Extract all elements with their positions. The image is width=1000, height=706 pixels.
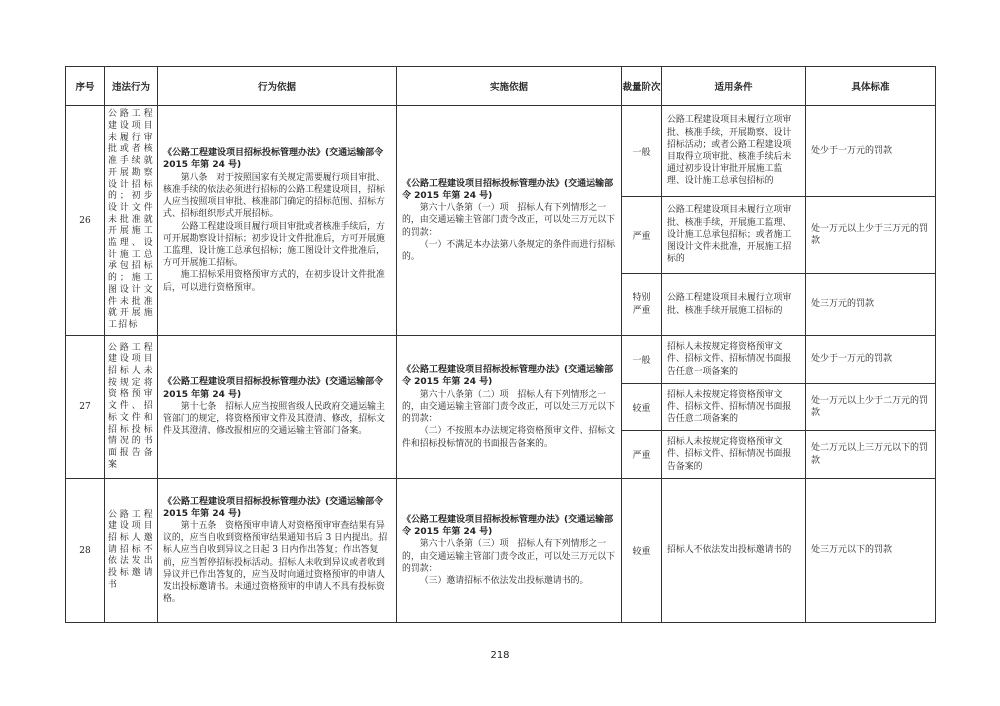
violation-cell [105, 336, 158, 479]
impl-paragraph: （一）不满足本办法第八条规定的条件而进行招标的。 [402, 239, 616, 262]
row-seq: 27 [66, 336, 105, 479]
standard-cell [806, 431, 936, 479]
standard-text: 处少于一万元的罚款 [811, 145, 893, 156]
level-cell: 一般 [622, 336, 662, 384]
basis-cell [158, 479, 397, 623]
page-number: 218 [490, 650, 510, 661]
basis-paragraph: 第十七条 招标人应当按照省级人民政府交通运输主管部门的规定，将资格预审文件及其澄清、修改，招标文件及其澄清、修改报相应的交通运输主管部门备案。 [163, 401, 385, 437]
level-cell [622, 274, 662, 336]
table-row [66, 336, 936, 384]
standard-cell [806, 336, 936, 384]
level-cell: 严重 [622, 431, 662, 479]
condition-cell [662, 274, 806, 336]
basis-paragraph: 第八条 对于按照国家有关规定需要履行项目审批、核准手续的依法必须进行招标的公路工程建设项目，招标人应当按照项目审批、核准部门确定的招标范围、招标方式、招标组织形式开展招标。 [163, 172, 385, 220]
impl-paragraph: （三）邀请招标不依法发出投标邀请书的。 [419, 575, 589, 586]
header-seq: 序号 [66, 67, 105, 106]
standard-text: 处二万元以上三万元以下的罚款 [811, 443, 929, 466]
violation-cell [105, 106, 158, 336]
header-level: 裁量阶次 [622, 67, 662, 106]
standard-cell [806, 479, 936, 623]
condition-cell [662, 479, 806, 623]
condition-text: 招标人未按规定将资格预审文件、招标文件、招标情况书面报告备案的 [667, 437, 792, 472]
standard-cell [806, 106, 936, 197]
penalty-standards-table [65, 66, 936, 623]
header-implementation: 实施依据 [397, 67, 622, 106]
basis-paragraph: 第十五条 资格预审申请人对资格预审审查结果有异议的，应当自收到资格预审结果通知书后 3 日内提出。招标人应当自收到异议之日起 3 日内作出答复；作出答复前，应当暂停招标投标活动。招标人未收到异议或者收到异议并已作出答复的，应当及时向通过资格预审的申请人发出投标邀请书。未通过资格预审的申请人不具有投标资格。 [163, 520, 388, 605]
condition-cell [662, 106, 806, 197]
impl-paragraph: 第六十八条第（一）项 招标人有下列情形之一的，由交通运输主管部门责令改正，可以处三万元以下的罚款： [402, 203, 615, 238]
basis-law-title: 《公路工程建设项目招标投标管理办法》(交通运输部令 2015 年第 24 号) [163, 496, 384, 519]
header-condition: 适用条件 [662, 67, 806, 106]
implementation-cell [397, 106, 622, 336]
basis-cell [158, 336, 397, 479]
standard-text: 处一万元以上少于三万元的罚款 [811, 223, 929, 246]
basis-law-title: 《公路工程建设项目招标投标管理办法》(交通运输部令 2015 年第 24 号) [163, 377, 384, 400]
condition-text: 公路工程建设项目未履行立项审批、核准手续，开展施工监理、设计施工总承包招标；或者施工图设计文件未批准，开展施工招标的 [667, 205, 792, 265]
condition-cell [662, 431, 806, 479]
basis-paragraph: 施工招标采用资格预审方式的，在初步设计文件批准后，可以进行资格预审。 [163, 270, 385, 293]
violation-text: 公路工程建设项目未履行审批或者核准手续就开展勘察设计招标的；初步设计文件未批准就开展施工监理、设计施工总承包招标的；施工图设计文件未批准就开展施工招标 [108, 109, 154, 330]
violation-text: 公路工程建设项目招标人邀请招标不依法发出投标邀请书 [108, 509, 154, 590]
implementation-cell [397, 479, 622, 623]
standard-cell [806, 274, 936, 336]
row-seq: 26 [66, 106, 105, 336]
condition-text: 公路工程建设项目未履行立项审批、核准手续，开展勘察、设计招标活动；或者公路工程建设项目取得立项审批、核准手续后未通过初步设计审批开展施工监理、设计施工总承包招标的 [667, 115, 792, 187]
level-cell: 一般 [622, 106, 662, 197]
table-row [66, 106, 936, 197]
implementation-cell [397, 336, 622, 479]
level-cell: 较重 [622, 479, 662, 623]
standard-text: 处少于一万元的罚款 [811, 354, 893, 365]
standard-text: 处三万元以下的罚款 [811, 545, 893, 556]
header-standard: 具体标准 [806, 67, 936, 106]
standard-text: 处三万元的罚款 [811, 299, 875, 310]
table-row [66, 479, 936, 623]
standard-cell [806, 197, 936, 274]
basis-cell [158, 106, 397, 336]
condition-text: 招标人未按规定将资格预审文件、招标文件、招标情况书面报告任意二项备案的 [667, 389, 792, 425]
condition-text: 招标人未按规定将资格预审文件、招标文件、招标情况书面报告任意一项备案的 [667, 342, 792, 377]
level-cell: 较重 [622, 384, 662, 431]
impl-law-title: 《公路工程建设项目招标投标管理办法》(交通运输部令 2015 年第 24 号) [402, 365, 614, 388]
header-violation: 违法行为 [105, 67, 158, 106]
basis-paragraph: 公路工程建设项目履行项目审批或者核准手续后，方可开展勘察设计招标；初步设计文件批准后，方可开展施工监理、设计施工总承包招标；施工图设计文件批准后，方可开展施工招标。 [163, 221, 385, 269]
condition-cell [662, 336, 806, 384]
header-basis: 行为依据 [158, 67, 397, 106]
violation-text: 公路工程建设项目招标人未按规定将资格预审文件、招标文件和招标投标情况的书面报告备案 [108, 342, 154, 470]
basis-law-title: 《公路工程建设项目招标投标管理办法》(交通运输部令 2015 年第 24 号) [163, 148, 384, 171]
condition-cell [662, 384, 806, 431]
level-text: 特别严重 [632, 293, 651, 316]
level-cell: 严重 [622, 197, 662, 274]
table-header-row [66, 67, 936, 106]
violation-cell [105, 479, 158, 623]
impl-paragraph: 第六十八条第（二）项 招标人有下列情形之一的，由交通运输主管部门责令改正，可以处三万元以下的罚款： [402, 389, 615, 425]
impl-paragraph: （二）不按照本办法规定将资格预审文件、招标文件和招标投标情况的书面报告备案的。 [402, 426, 616, 449]
condition-text: 招标人不依法发出投标邀请书的 [667, 545, 792, 556]
condition-cell [662, 197, 806, 274]
standard-text: 处一万元以上少于二万元的罚款 [811, 395, 929, 418]
impl-law-title: 《公路工程建设项目招标投标管理办法》(交通运输部令 2015 年第 24 号) [402, 514, 614, 538]
standard-cell [806, 384, 936, 431]
condition-text: 公路工程建设项目未履行立项审批、核准手续开展施工招标的 [667, 293, 792, 316]
impl-law-title: 《公路工程建设项目招标投标管理办法》(交通运输部令 2015 年第 24 号) [402, 178, 614, 201]
row-seq: 28 [66, 479, 105, 623]
impl-paragraph: 第六十八条第（三）项 招标人有下列情形之一的，由交通运输主管部门责令改正，可以处三万元以下的罚款： [402, 539, 615, 574]
